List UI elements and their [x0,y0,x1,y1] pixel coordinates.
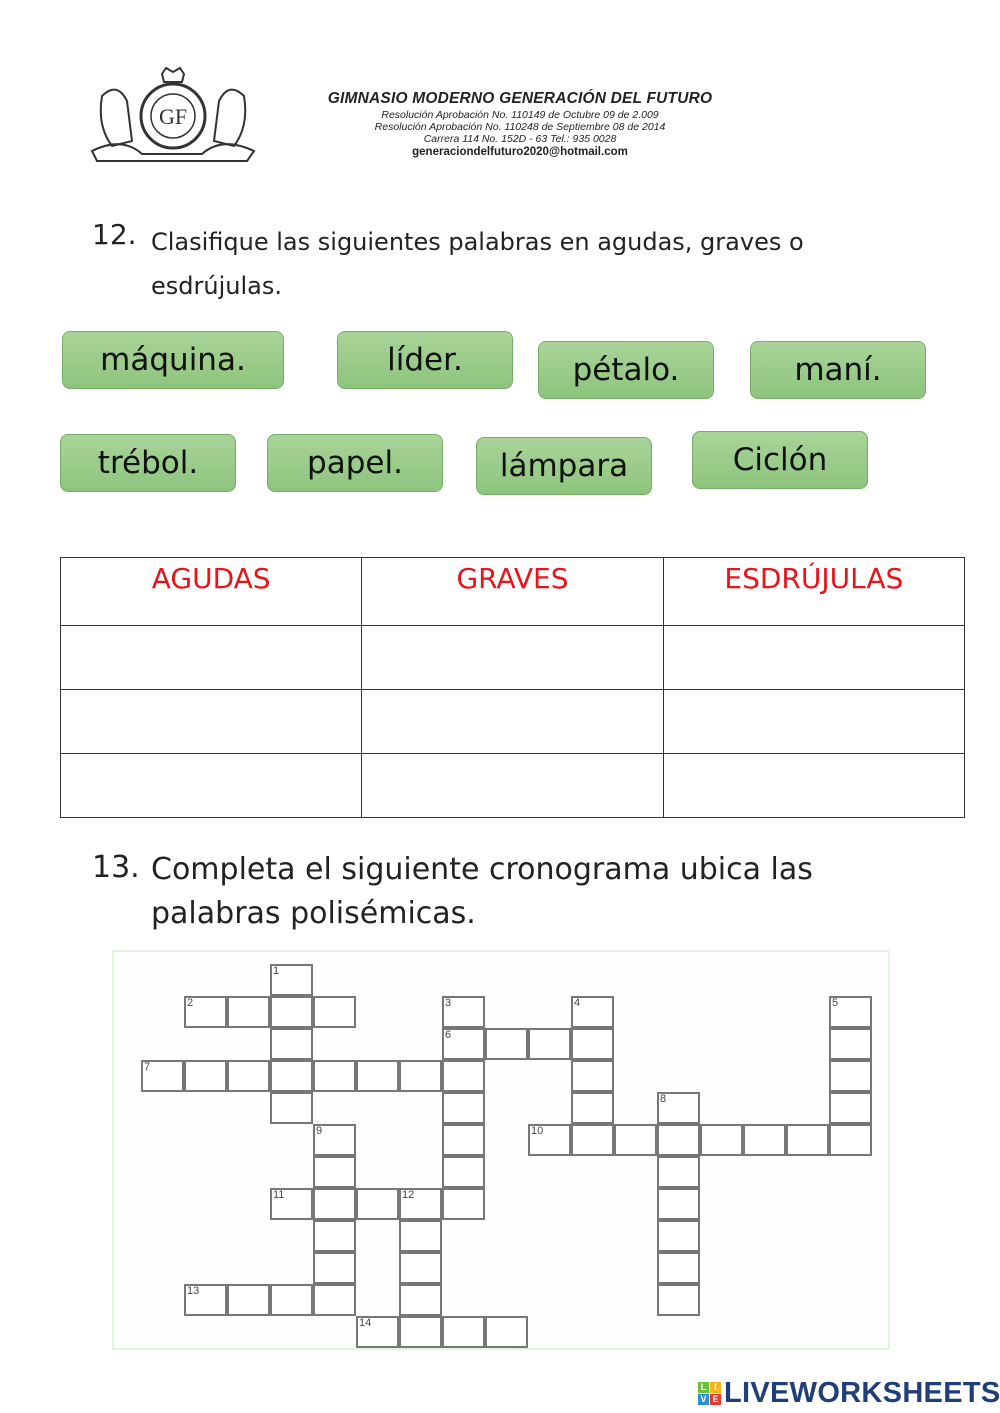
crossword-cell[interactable] [313,1252,356,1284]
word-chip[interactable]: Ciclón [692,431,868,489]
crossword-cell[interactable] [829,1060,872,1092]
crossword-cell[interactable] [270,1284,313,1316]
resolution-line-2: Resolución Aprobación No. 110248 de Septiembre 08 de 2014 [374,121,666,133]
crossword-cell[interactable] [270,1060,313,1092]
crossword-cell[interactable] [399,1060,442,1092]
crossword-cell[interactable] [829,1028,872,1060]
clue-number: 4 [574,997,581,1009]
school-address: Carrera 114 No. 152D - 63 Tel.: 935 0028 [423,133,617,145]
crossword-cell[interactable] [657,1252,700,1284]
crossword-cell[interactable] [485,1316,528,1348]
header-esdrujulas: ESDRÚJULAS [663,558,964,626]
crossword-cell[interactable] [270,964,313,996]
crossword-cell[interactable] [442,1028,485,1060]
drop-cell[interactable] [362,690,663,754]
crossword-cell[interactable] [270,1028,313,1060]
crossword-cell[interactable] [356,1188,399,1220]
word-chip[interactable]: máquina. [62,331,284,389]
crossword-cell[interactable] [399,1284,442,1316]
word-chip[interactable]: líder. [337,331,513,389]
drop-cell[interactable] [362,754,663,818]
crossword-cell[interactable] [356,1316,399,1348]
crossword-cell[interactable] [528,1028,571,1060]
crossword-cell[interactable] [743,1124,786,1156]
header-agudas: AGUDAS [61,558,362,626]
crossword-cell[interactable] [657,1188,700,1220]
crossword-cell[interactable] [184,1060,227,1092]
crossword-cell[interactable] [270,1188,313,1220]
crossword-cell[interactable] [270,996,313,1028]
crossword-cell[interactable] [141,1060,184,1092]
crossword-cell[interactable] [399,1220,442,1252]
word-chip[interactable]: pétalo. [538,341,714,399]
crossword-cell[interactable] [571,1060,614,1092]
word-chip[interactable]: maní. [750,341,926,399]
crossword-cell[interactable] [657,1220,700,1252]
clue-number: 7 [144,1061,151,1073]
crossword-cell[interactable] [442,1156,485,1188]
clue-number: 9 [316,1125,323,1137]
crossword-cell[interactable] [786,1124,829,1156]
crossword-cell[interactable] [700,1124,743,1156]
classification-table [60,557,965,818]
crossword-cell[interactable] [313,1188,356,1220]
crossword-cell[interactable] [571,1028,614,1060]
crossword-cell[interactable] [829,996,872,1028]
crossword-cell[interactable] [442,1316,485,1348]
crossword-cell[interactable] [657,1124,700,1156]
crossword-cell[interactable] [184,1284,227,1316]
liveworksheets-brand: LIVEWORKSHEETS [724,1377,1000,1409]
crossword-cell[interactable] [485,1028,528,1060]
clue-number: 3 [445,997,452,1009]
school-email: generaciondelfuturo2020@hotmail.com [412,146,628,158]
word-chip[interactable]: trébol. [60,434,236,492]
crossword-cell[interactable] [614,1124,657,1156]
drop-cell[interactable] [663,754,964,818]
crossword-cell[interactable] [442,1188,485,1220]
drop-cell[interactable] [61,754,362,818]
school-name: GIMNASIO MODERNO GENERACIÓN DEL FUTURO [327,90,713,107]
word-chip[interactable]: lámpara [476,437,652,495]
crossword-cell[interactable] [399,1316,442,1348]
drop-cell[interactable] [663,626,964,690]
crossword-cell[interactable] [313,1060,356,1092]
drop-cell[interactable] [362,626,663,690]
crossword-cell[interactable] [442,1060,485,1092]
liveworksheets-logo [698,1377,1000,1410]
crossword-cell[interactable] [829,1124,872,1156]
clue-number: 1 [273,965,280,977]
crossword-cell[interactable] [571,1092,614,1124]
header-graves: GRAVES [362,558,663,626]
crossword-cell[interactable] [657,1092,700,1124]
clue-number: 14 [359,1317,372,1329]
crossword-cell[interactable] [227,996,270,1028]
clue-number: 2 [187,997,194,1009]
crossword-cell[interactable] [442,1124,485,1156]
drop-cell[interactable] [663,690,964,754]
clue-number: 13 [187,1285,200,1297]
question-12-text: Clasifique las siguientes palabras en agudas, graves o esdrújulas. [151,228,804,300]
crossword-cell[interactable] [313,1124,356,1156]
crossword-cell[interactable] [313,1156,356,1188]
drop-cell[interactable] [61,690,362,754]
clue-number: 8 [660,1093,667,1105]
crossword-cell[interactable] [270,1092,313,1124]
liveworksheets-icon: L I V E [698,1382,721,1405]
word-chip[interactable]: papel. [267,434,443,492]
crossword-cell[interactable] [571,996,614,1028]
crossword-cell[interactable] [313,996,356,1028]
resolution-line-1: Resolución Aprobación No. 110149 de Octubre 09 de 2.009 [381,109,659,121]
crossword-cell[interactable] [399,1252,442,1284]
crossword-cell[interactable] [442,1092,485,1124]
crossword-cell[interactable] [356,1060,399,1092]
question-13-text: Completa el siguiente cronograma ubica las palabras polisémicas. [151,852,813,931]
question-13-number: 13. [92,850,140,885]
crossword-cell[interactable] [528,1124,571,1156]
question-12-number: 12. [92,218,137,251]
clue-number: 10 [531,1125,544,1137]
crossword-cell[interactable] [571,1124,614,1156]
svg-text:GF: GF [158,104,188,129]
clue-number: 5 [832,997,839,1009]
crossword-cell[interactable] [184,996,227,1028]
crossword-cell[interactable] [657,1156,700,1188]
crossword-cell[interactable] [313,1284,356,1316]
crossword-cell[interactable] [227,1284,270,1316]
crossword-cell[interactable] [313,1220,356,1252]
crossword-cell[interactable] [657,1284,700,1316]
crossword-cell[interactable] [399,1188,442,1220]
school-crest-logo [82,66,264,166]
crossword-cell[interactable] [227,1060,270,1092]
crossword-cell[interactable] [442,996,485,1028]
crossword-cell[interactable] [829,1092,872,1124]
crossword-grid [112,950,890,1350]
clue-number: 12 [402,1189,415,1201]
clue-number: 6 [445,1029,452,1041]
clue-number: 11 [273,1189,285,1201]
drop-cell[interactable] [61,626,362,690]
